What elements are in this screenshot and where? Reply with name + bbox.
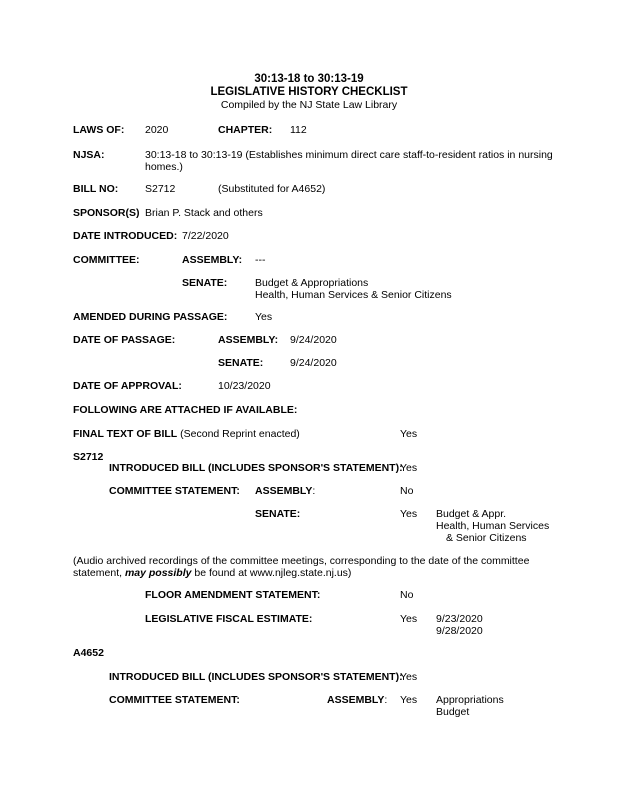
doc-title: 30:13-18 to 30:13-19 <box>254 73 364 85</box>
committee-assembly-label: ASSEMBLY: <box>182 254 243 266</box>
audio-note-post: be found at www.njleg.state.nj.us) <box>191 567 352 579</box>
laws-of-label: LAWS OF: <box>73 124 125 136</box>
njsa-line-2: homes.) <box>145 161 183 173</box>
s2712-assembly <box>255 485 315 498</box>
s2712-introduced-value: Yes <box>400 462 418 474</box>
a4652-assembly-colon: : <box>384 694 388 706</box>
committee-label: COMMITTEE: <box>73 254 140 266</box>
floor-amendment-label: FLOOR AMENDMENT STATEMENT: <box>145 589 321 601</box>
final-text-label: FINAL TEXT OF BILL <box>73 428 178 440</box>
committee-senate-line-1: Budget & Appropriations <box>255 277 369 289</box>
fiscal-estimate-label: LEGISLATIVE FISCAL ESTIMATE: <box>145 613 313 625</box>
audio-note-emphasis: may possibly <box>124 567 192 579</box>
a4652-introduced-value: Yes <box>400 671 418 683</box>
bill-no-label: BILL NO: <box>73 183 119 195</box>
committee-senate-line-2: Health, Human Services & Senior Citizens <box>255 289 452 301</box>
committee-senate-label: SENATE: <box>182 277 228 289</box>
s2712-senate-value: Yes <box>400 508 418 520</box>
a4652-assembly-value: Yes <box>400 694 418 706</box>
laws-of-value: 2020 <box>145 124 169 136</box>
amended-label: AMENDED DURING PASSAGE: <box>73 311 228 323</box>
compiled-by: Compiled by the NJ State Law Library <box>220 99 398 111</box>
sponsors-value: Brian P. Stack and others <box>145 207 263 219</box>
chapter-value: 112 <box>290 124 307 136</box>
a4652-assembly <box>327 694 387 707</box>
passage-assembly-label: ASSEMBLY: <box>218 334 279 346</box>
s2712-heading: S2712 <box>73 451 104 463</box>
chapter-label: CHAPTER: <box>218 124 273 136</box>
fiscal-estimate-date-2: 9/28/2020 <box>436 625 483 637</box>
final-text-note: (Second Reprint enacted) <box>180 428 300 440</box>
njsa-line-1: 30:13-18 to 30:13-19 (Establishes minimum direct care staff-to-resident ratios in nursing <box>145 149 553 161</box>
s2712-senate-note-2: Health, Human Services <box>436 520 550 532</box>
approval-value: 10/23/2020 <box>218 380 271 392</box>
passage-label: DATE OF PASSAGE: <box>73 334 176 346</box>
doc-subtitle: LEGISLATIVE HISTORY CHECKLIST <box>210 86 408 98</box>
s2712-senate-note-1: Budget & Appr. <box>436 508 507 520</box>
a4652-assembly-note-1: Appropriations <box>436 694 504 706</box>
s2712-assembly-label: ASSEMBLY <box>255 485 313 497</box>
final-text-row <box>73 428 300 441</box>
passage-senate-value: 9/24/2020 <box>290 357 337 369</box>
a4652-assembly-note-2: Budget <box>436 706 470 718</box>
bill-no-value: S2712 <box>145 183 176 195</box>
audio-note-pre: statement, <box>73 567 125 579</box>
passage-assembly-value: 9/24/2020 <box>290 334 337 346</box>
fiscal-estimate-date-1: 9/23/2020 <box>436 613 483 625</box>
fiscal-estimate-value: Yes <box>400 613 418 625</box>
s2712-committee-label: COMMITTEE STATEMENT: <box>109 485 240 497</box>
a4652-heading: A4652 <box>73 647 104 659</box>
s2712-assembly-colon: : <box>312 485 316 497</box>
committee-assembly-value: --- <box>255 254 266 266</box>
s2712-assembly-value: No <box>400 485 414 497</box>
a4652-introduced-label: INTRODUCED BILL (INCLUDES SPONSOR'S STATEMENT): <box>109 671 403 683</box>
date-introduced-value: 7/22/2020 <box>182 230 229 242</box>
bill-no-note: (Substituted for A4652) <box>218 183 326 195</box>
approval-label: DATE OF APPROVAL: <box>73 380 182 392</box>
sponsors-label: SPONSOR(S) <box>73 207 140 219</box>
floor-amendment-value: No <box>400 589 414 601</box>
s2712-senate-label: SENATE: <box>255 508 301 520</box>
audio-note-line-2 <box>73 567 351 580</box>
njsa-label: NJSA: <box>73 149 105 161</box>
a4652-assembly-label: ASSEMBLY <box>327 694 385 706</box>
amended-value: Yes <box>255 311 273 323</box>
audio-note-line-1: (Audio archived recordings of the committee meetings, corresponding to the date of the committee <box>73 555 530 567</box>
s2712-senate-note-3: & Senior Citizens <box>446 532 527 544</box>
passage-senate-label: SENATE: <box>218 357 264 369</box>
a4652-committee-label: COMMITTEE STATEMENT: <box>109 694 240 706</box>
final-text-value: Yes <box>400 428 418 440</box>
attached-heading: FOLLOWING ARE ATTACHED IF AVAILABLE: <box>73 404 298 416</box>
date-introduced-label: DATE INTRODUCED: <box>73 230 178 242</box>
s2712-introduced-label: INTRODUCED BILL (INCLUDES SPONSOR'S STATEMENT): <box>109 462 403 474</box>
